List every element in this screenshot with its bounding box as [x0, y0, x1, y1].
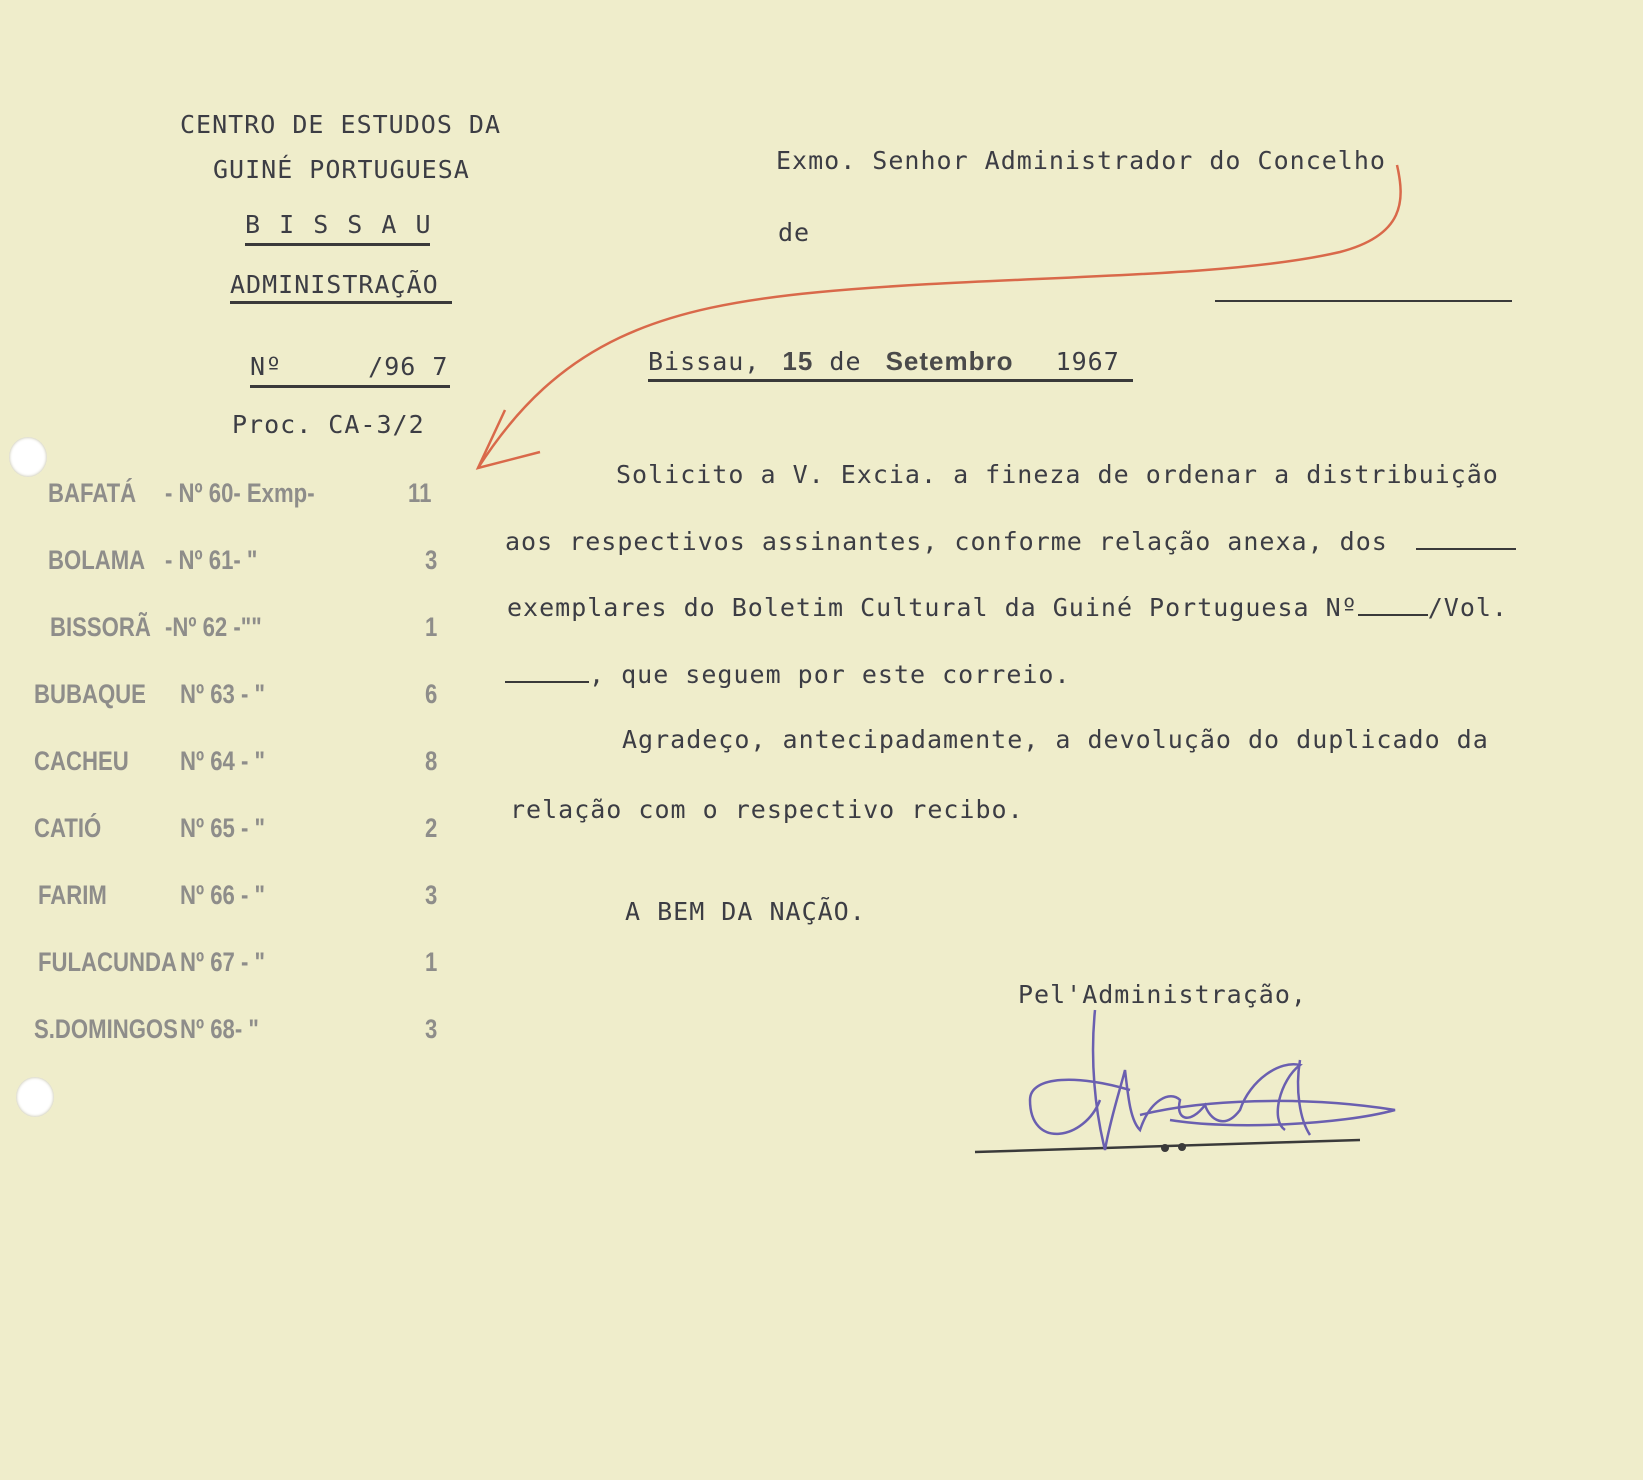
distribution-place: CACHEU — [34, 746, 129, 776]
date-year: 1967 — [1055, 347, 1120, 376]
signature-dot — [1161, 1144, 1169, 1152]
distribution-place: CATIÓ — [34, 813, 102, 843]
body-text: exemplares do Boletim Cultural da Guiné Portuguesa Nº — [507, 593, 1358, 622]
distribution-place: BAFATÁ — [48, 478, 137, 508]
header-line-2: GUINÉ PORTUGUESA — [213, 155, 470, 184]
distribution-quantity: 3 — [425, 1014, 438, 1044]
body-paragraph-2-line-1: Agradeço, antecipadamente, a devolução do duplicado da — [622, 725, 1489, 754]
closing-phrase: A BEM DA NAÇÃO. — [625, 897, 866, 926]
date-day: 15 — [782, 346, 814, 376]
distribution-place: FARIM — [38, 880, 107, 910]
addressee-line-1: Exmo. Senhor Administrador do Concelho — [776, 146, 1386, 175]
distribution-place: BISSORÃ — [50, 612, 151, 642]
distribution-place: S.DOMINGOS — [34, 1014, 178, 1044]
body-text: , que seguem por este correio. — [589, 660, 1071, 689]
body-paragraph-2-line-2: relação com o respectivo recibo. — [510, 795, 1024, 824]
distribution-quantity: 3 — [425, 880, 438, 910]
distribution-number: -Nº 62 -"" — [165, 612, 262, 642]
addressee-line-2: de — [778, 218, 811, 247]
distribution-number: Nº 65 - " — [180, 813, 266, 843]
date-de: de — [829, 347, 862, 376]
distribution-quantity: 8 — [425, 746, 438, 776]
distribution-quantity: 2 — [425, 813, 438, 843]
distribution-quantity: 1 — [425, 612, 438, 642]
distribution-number: - Nº 61- " — [165, 545, 258, 575]
distribution-quantity: 3 — [425, 545, 438, 575]
process-reference: Proc. CA-3/2 — [232, 410, 425, 439]
date-month: Setembro — [885, 346, 1014, 376]
distribution-number: Nº 66 - " — [180, 880, 266, 910]
body-text: /Vol. — [1427, 593, 1508, 622]
body-paragraph-1-line-1: Solicito a V. Excia. a fineza de ordenar a distribuição — [616, 460, 1499, 489]
header-city: B I S S A U — [245, 210, 430, 246]
distribution-place: FULACUNDA — [38, 947, 177, 977]
distribution-quantity: 1 — [425, 947, 438, 977]
distribution-number: - Nº 60- Exmp- — [165, 478, 315, 508]
header-department: ADMINISTRAÇÃO — [230, 270, 452, 304]
distribution-quantity: 11 — [408, 478, 432, 508]
signature-dot — [1178, 1143, 1186, 1151]
distribution-number: Nº 64 - " — [180, 746, 266, 776]
distribution-number: Nº 63 - " — [180, 679, 266, 709]
distribution-number: Nº 67 - " — [180, 947, 266, 977]
signature-caption: Pel'Administração, — [1018, 980, 1307, 1009]
distribution-quantity: 6 — [425, 679, 438, 709]
red-arrow-head — [478, 410, 540, 468]
distribution-number: Nº 68- " — [180, 1014, 259, 1044]
handwritten-signature — [1030, 1010, 1395, 1150]
header-line-1: CENTRO DE ESTUDOS DA — [180, 110, 502, 139]
red-arrow-line — [478, 165, 1401, 468]
distribution-place: BOLAMA — [48, 545, 146, 575]
body-text: aos respectivos assinantes, conforme relação anexa, dos — [505, 527, 1388, 556]
number-label: Nº — [250, 352, 283, 381]
date-place: Bissau, — [648, 347, 761, 376]
distribution-place: BUBAQUE — [34, 679, 146, 709]
number-value: /96 7 — [368, 352, 449, 381]
